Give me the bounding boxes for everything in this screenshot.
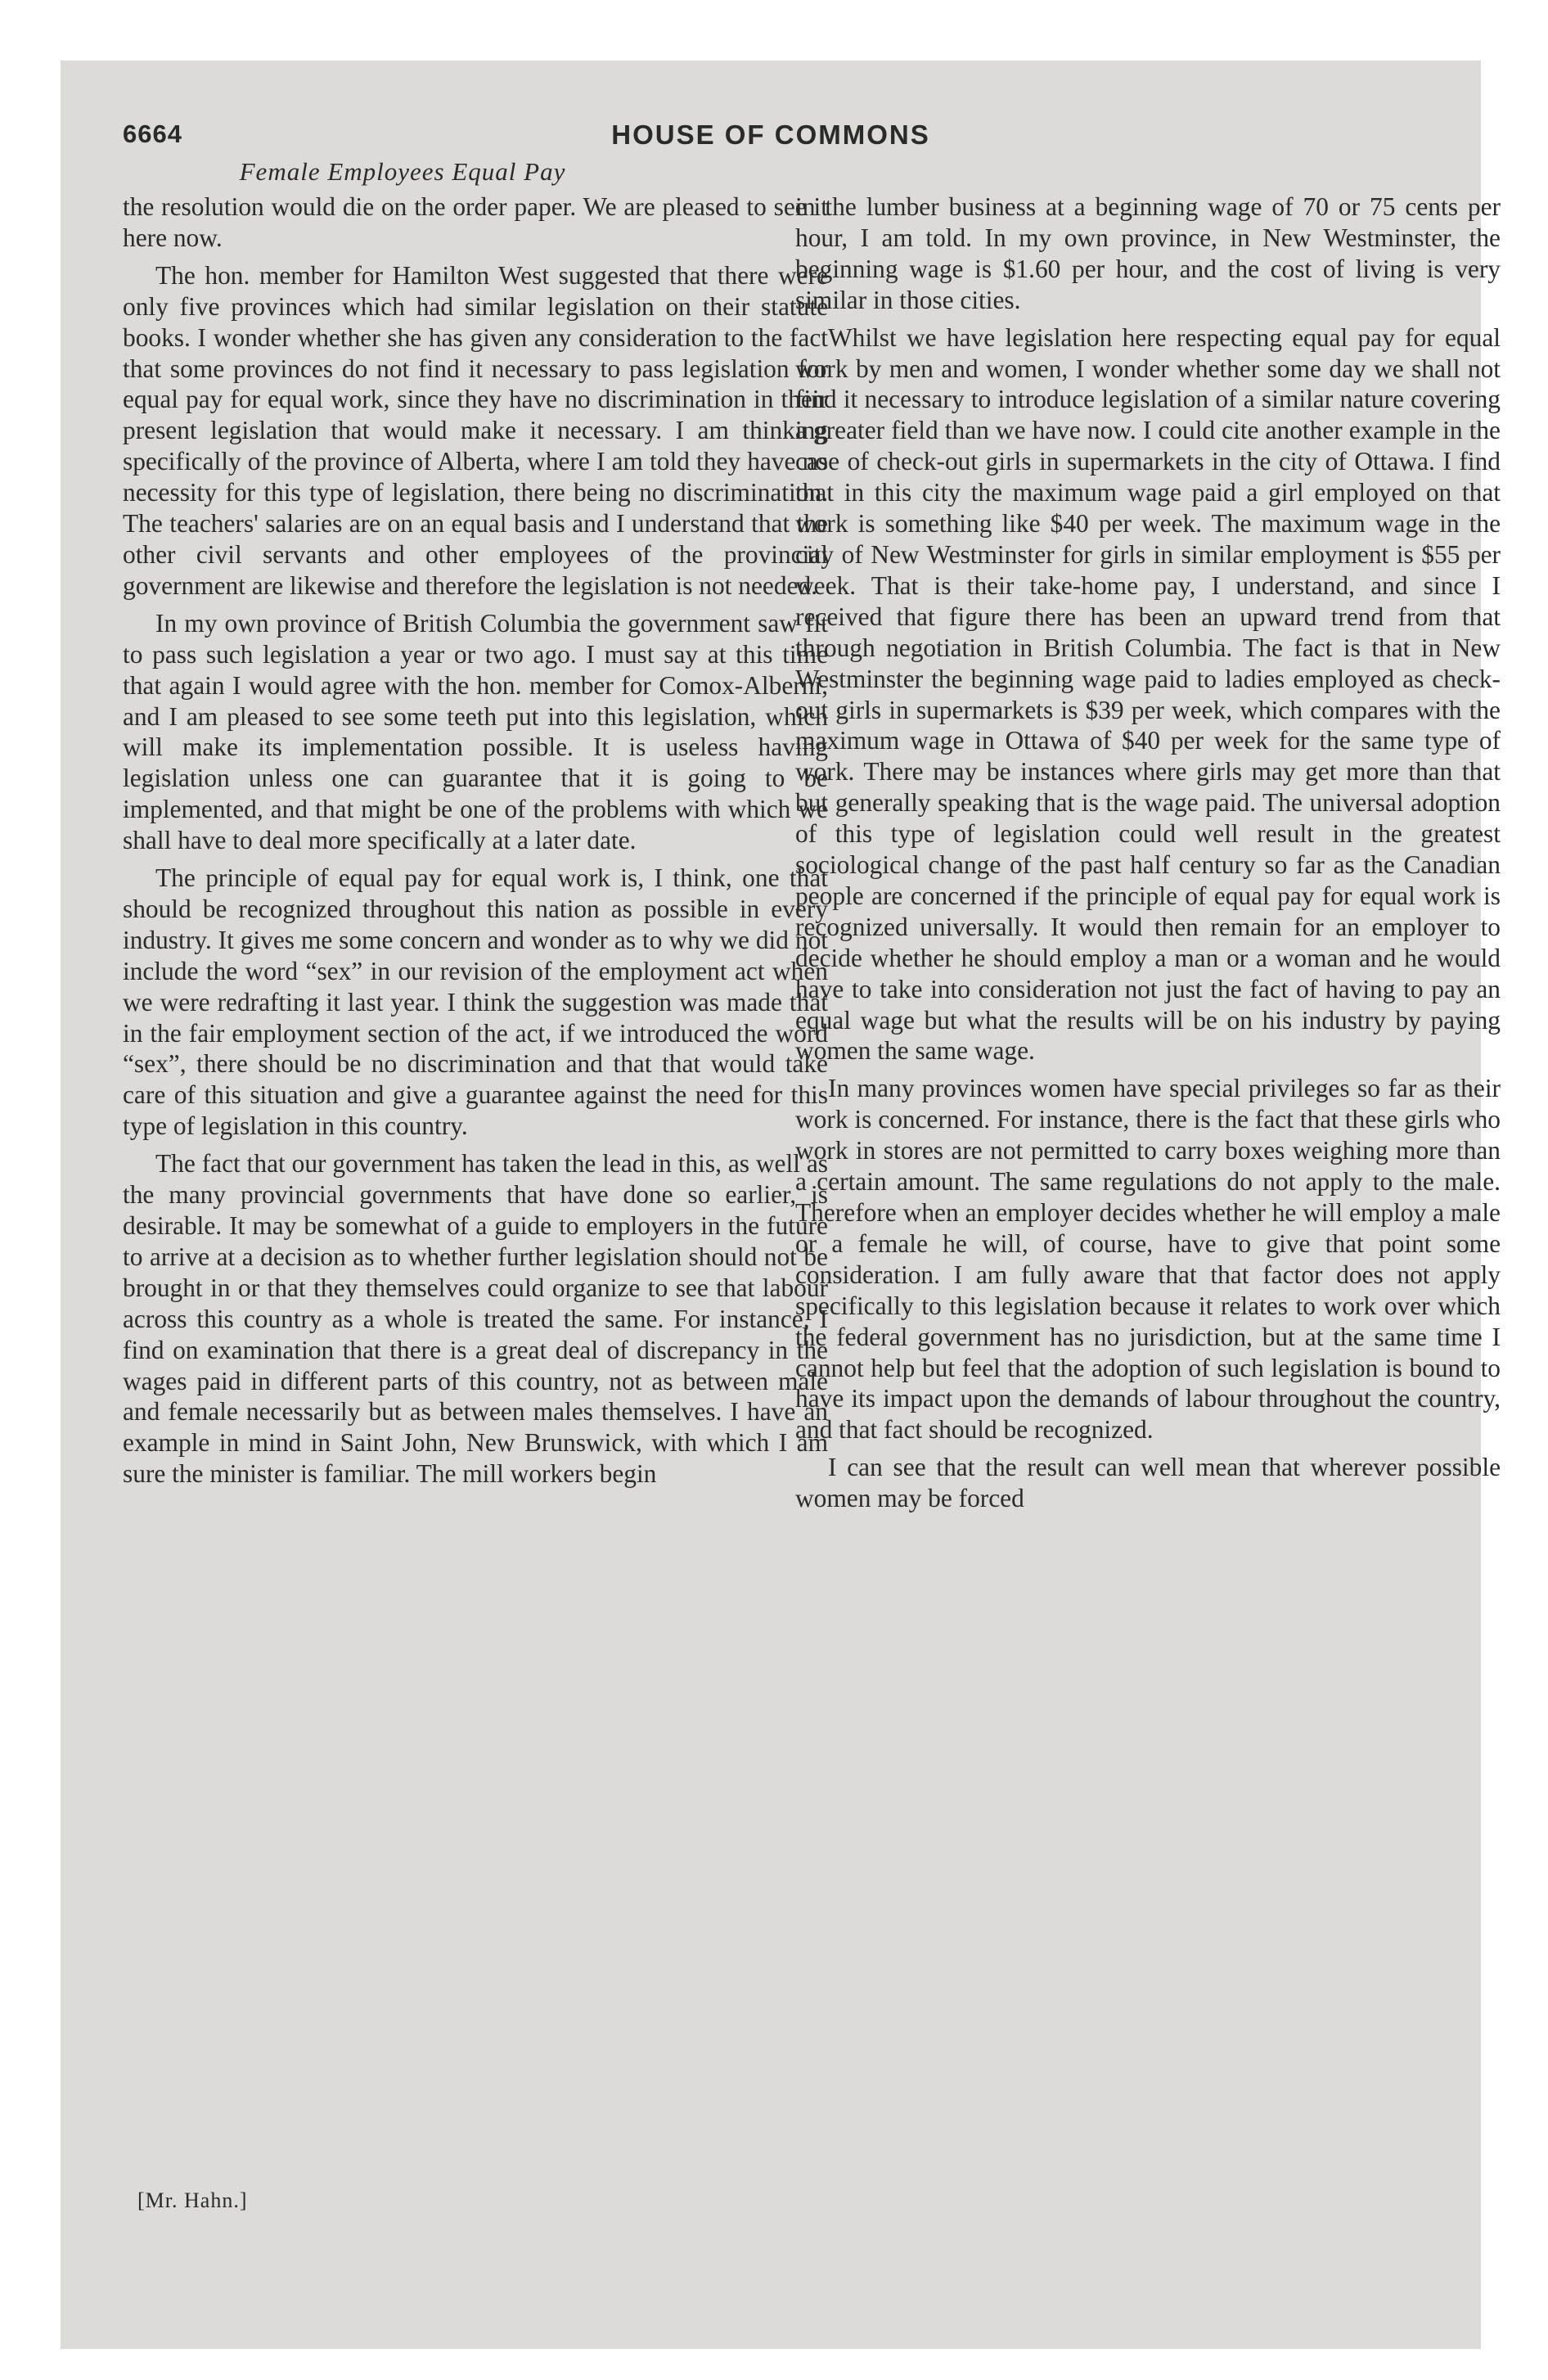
paragraph: Whilst we have legislation here respecting equal pay for equal work by men and women, I wonder whether some day we shall not find it necessary to introduce legislation of a similar nature covering a greater field than we have now. I could cite another example in the case of check-out girls in supermarkets in the city of Ottawa. I find that in this city the maximum wage paid a girl employed on that work is something like $40 per week. The maximum wage in the city of New Westminster for girls in similar employment is $55 per week. That is their take-home pay, I understand, and since I received that figure there has been an upward trend from that through negotiation in British Columbia. The fact is that in New Westminster the beginning wage paid to ladies employed as check-out girls in supermarkets is $39 per week, which compares with the maximum wage in Ottawa of $40 per week for the same type of work. There may be instances where girls may get more than that but generally speaking that is the wage paid. The universal adoption of this type of legislation could well result in the greatest sociological change of the past half century so far as the Canadian people are concerned if the principle of equal pay for equal work is recognized universally. It would then remain for an employer to decide whether he should employ a man or a woman and he would have to take into consideration not just the fact of having to pay an equal wage but what the results will be on his industry by paying women the same wage.: [795, 322, 1501, 1066]
paragraph: In my own province of British Columbia the government saw fit to pass such legislation a year or two ago. I must say at this time that again I would agree with the hon. member for Comox-Alberni, and I am pleased to see some teeth put into this legislation, which will make its implementation possible. It is useless having legislation unless one can guarantee that it is going to be implemented, and that might be one of the problems with which we shall have to deal more specifically at a later date.: [123, 608, 828, 855]
paragraph: In many provinces women have special privileges so far as their work is concerned. For instance, there is the fact that these girls who work in stores are not permitted to carry boxes weighing more than a certain amount. The same regulations do not apply to the male. Therefore when an employer decides whether he will employ a male or a female he will, of course, have to give that point some consideration. I am fully aware that that factor does not apply specifically to this legislation because it relates to work over which the federal government has no jurisdiction, but at the same time I cannot help but feel that the adoption of such legislation is bound to have its impact upon the demands of labour throughout the country, and that fact should be recognized.: [795, 1074, 1501, 1445]
paragraph: I can see that the result can well mean that wherever possible women may be forced: [795, 1453, 1501, 1513]
subject-heading: Female Employees Equal Pay: [239, 157, 566, 186]
page-header: [61, 119, 1481, 157]
right-column: [795, 192, 1501, 1521]
paragraph: The principle of equal pay for equal work is, I think, one that should be recognized throughout this nation as possible in every industry. It gives me some concern and wonder as to why we did not include the word “sex” in our revision of the employment act when we were redrafting it last year. I think the suggestion was made that in the fair employment section of the act, if we introduced the word “sex”, there should be no discrimination and that that would take care of this situation and give a guarantee against the need for this type of legislation in this country.: [123, 863, 828, 1141]
paragraph: The fact that our government has taken the lead in this, as well as the many provincial governments that have done so earlier, is desirable. It may be somewhat of a guide to employers in the future to arrive at a decision as to whether further legislation should not be brought in or that they themselves could organize to see that labour across this country as a whole is treated the same. For instance, I find on examination that there is a great deal of discrepancy in the wages paid in different parts of this country, not as between male and female necessarily but as between males themselves. I have an example in mind in Saint John, New Brunswick, with which I am sure the minister is familiar. The mill workers begin: [123, 1149, 828, 1489]
speaker-attribution: [Mr. Hahn.]: [137, 2188, 248, 2212]
page-number: 6664: [123, 119, 182, 148]
document-page: [61, 61, 1501, 2349]
paragraph: the resolution would die on the order paper. We are pleased to see it here now.: [123, 192, 828, 252]
left-column: [123, 192, 828, 1496]
running-head: HOUSE OF COMMONS: [611, 119, 930, 150]
paragraph: in the lumber business at a beginning wage of 70 or 75 cents per hour, I am told. In my own province, in New Westminster, the beginning wage is $1.60 per hour, and the cost of living is very similar in those cities.: [795, 192, 1501, 314]
paragraph: The hon. member for Hamilton West suggested that there were only five provinces which had similar legislation on their statute books. I wonder whether she has given any consideration to the fact that some provinces do not find it necessary to pass legislation for equal pay for equal work, since they have no discrimination in their present legislation that would make it necessary. I am thinking specifically of the province of Alberta, where I am told they have no necessity for this type of legislation, there being no discrimination. The teachers' salaries are on an equal basis and I understand that the other civil servants and other employees of the provincial government are likewise and therefore the legislation is not needed.: [123, 260, 828, 600]
